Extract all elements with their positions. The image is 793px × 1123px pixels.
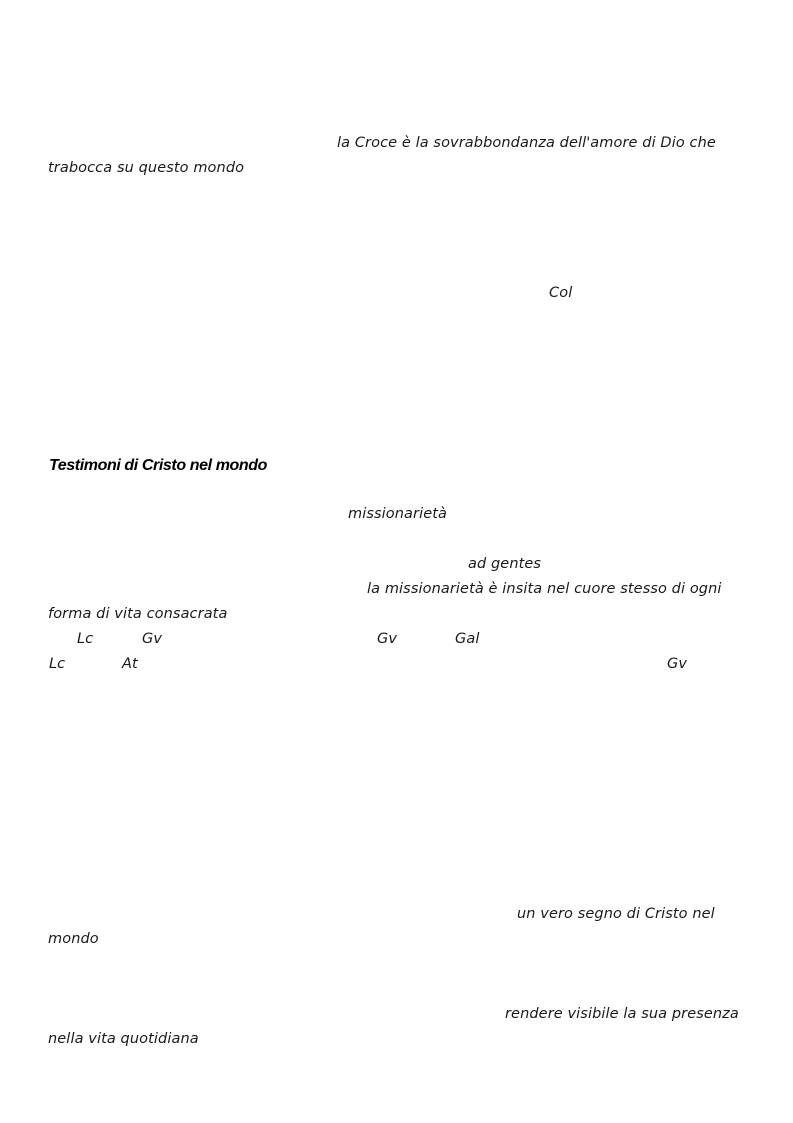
- reference-gv: Gv: [667, 656, 688, 672]
- reference-gv: Gv: [142, 631, 163, 647]
- reference-lc: Lc: [49, 656, 66, 672]
- reference-at: At: [122, 656, 138, 672]
- term-missionarieta: missionarietà: [348, 506, 448, 522]
- reference-gal: Gal: [455, 631, 480, 647]
- term-ad-gentes: ad gentes: [468, 556, 542, 572]
- section-heading: Testimoni di Cristo nel mondo: [49, 457, 268, 474]
- reference-gv: Gv: [377, 631, 398, 647]
- quote-visibile-line-2: nella vita quotidiana: [48, 1031, 199, 1047]
- reference-lc: Lc: [77, 631, 94, 647]
- reference-col: Col: [549, 285, 573, 301]
- quote-insita-line-2: forma di vita consacrata: [48, 606, 228, 622]
- quote-croce-line-1: la Croce è la sovrabbondanza dell'amore di Dio che: [337, 135, 716, 151]
- quote-segno-line-2: mondo: [48, 931, 99, 947]
- quote-segno-line-1: un vero segno di Cristo nel: [517, 906, 715, 922]
- quote-insita-line-1: la missionarietà è insita nel cuore stesso di ogni: [367, 581, 722, 597]
- quote-visibile-line-1: rendere visibile la sua presenza: [505, 1006, 739, 1022]
- quote-croce-line-2: trabocca su questo mondo: [48, 160, 245, 176]
